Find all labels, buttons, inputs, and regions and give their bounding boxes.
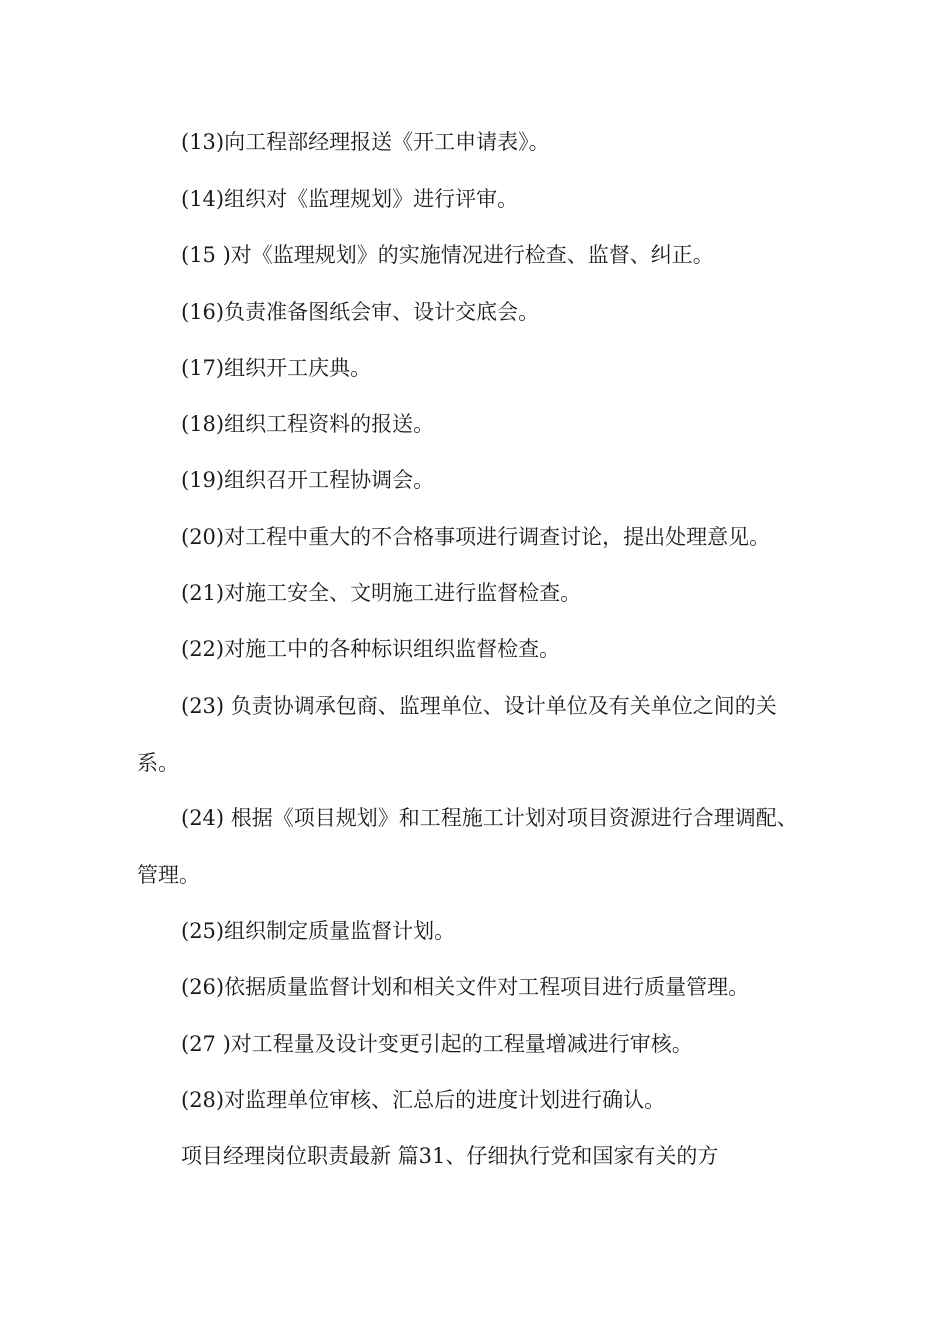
paragraph-22: (22)对施工中的各种标识组织监督检查。 [181,637,561,661]
paragraph-21: (21)对施工安全、文明施工进行监督检查。 [181,581,582,605]
paragraph-20: (20)对工程中重大的不合格事项进行调查讨论，提出处理意见。 [181,525,771,549]
paragraph-25: (25)组织制定质量监督计划。 [181,919,456,943]
paragraph-17: (17)组织开工庆典。 [181,356,372,380]
paragraph-section-31: 项目经理岗位职责最新 篇31、仔细执行党和国家有关的方 [181,1144,719,1168]
paragraph-14: (14)组织对《监理规划》进行评审。 [181,187,519,211]
paragraph-19: (19)组织召开工程协调会。 [181,468,435,492]
paragraph-28: (28)对监理单位审核、汇总后的进度计划进行确认。 [181,1088,666,1112]
paragraph-26: (26)依据质量监督计划和相关文件对工程项目进行质量管理。 [181,975,750,999]
paragraph-27: (27 )对工程量及设计变更引起的工程量增减进行审核。 [181,1032,693,1056]
paragraph-13: (13)向工程部经理报送《开工申请表》。 [181,130,550,154]
paragraph-24: (24) 根据《项目规划》和工程施工计划对项目资源进行合理调配、管理。 [137,806,798,887]
paragraph-23: (23) 负责协调承包商、监理单位、设计单位及有关单位之间的关系。 [137,694,777,775]
paragraph-15: (15 )对《监理规划》的实施情况进行检查、监督、纠正。 [181,243,714,267]
paragraph-18: (18)组织工程资料的报送。 [181,412,435,436]
paragraph-16: (16)负责准备图纸会审、设计交底会。 [181,300,540,324]
